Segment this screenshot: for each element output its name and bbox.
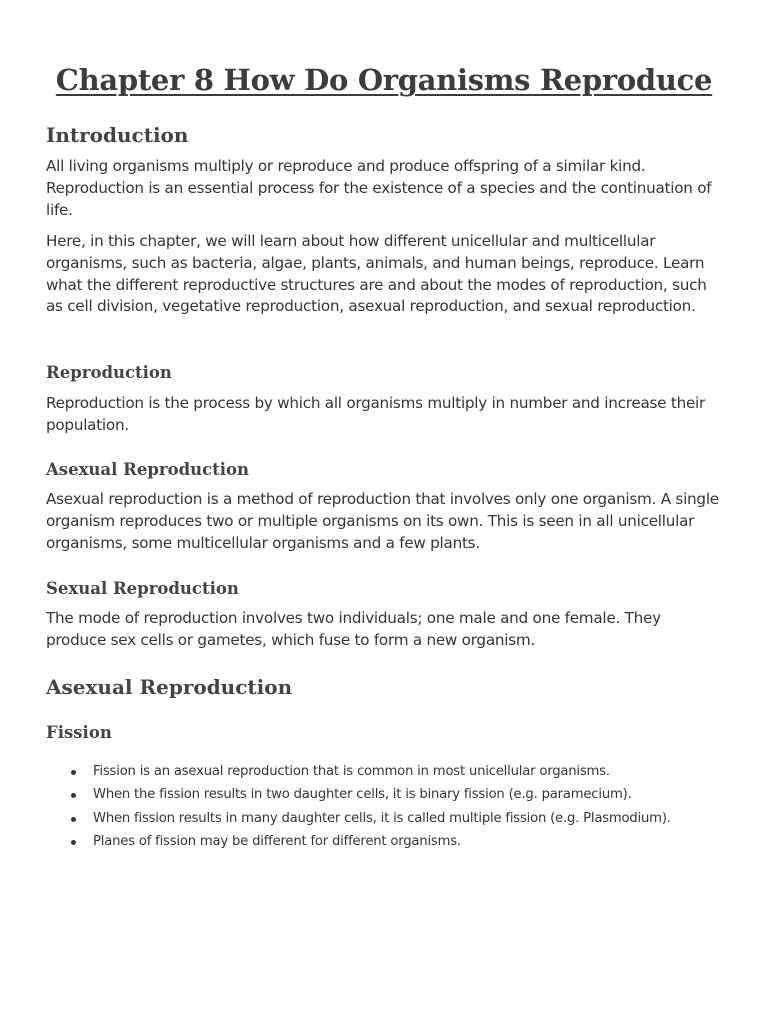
introduction-paragraph-1: All living organisms multiply or reproduce and produce offspring of a similar kind. Reproduction is an essential process for the existence of a species and the continuation of life.	[46, 157, 712, 219]
page-title: Chapter 8 How Do Organisms Reproduce	[55, 63, 713, 97]
list-item-text: When fission results in many daughter cells, it is called multiple fission (e.g. Plasmodium).	[93, 810, 671, 826]
asexual-reproduction-heading: Asexual Reproduction	[46, 675, 293, 699]
list-item-text: Fission is an asexual reproduction that is common in most unicellular organisms.	[93, 764, 610, 779]
fission-bullet-list	[46, 760, 722, 853]
list-item	[46, 830, 722, 853]
list-item	[46, 807, 722, 830]
list-item-text: When the fission results in two daughter cells, it is binary fission (e.g. paramecium).	[93, 787, 632, 803]
asexual-reproduction-paragraph: Asexual reproduction is a method of reproduction that involves only one organism. A single organism reproduces two or multiple organisms on its own. This is seen in all unicellular organisms, some multicellular organisms and a few plants.	[46, 490, 719, 552]
reproduction-heading: Reproduction	[46, 363, 172, 382]
bullet-icon	[71, 817, 76, 822]
list-item	[46, 783, 722, 806]
list-item-text: Planes of fission may be different for different organisms.	[93, 833, 461, 849]
fission-heading: Fission	[46, 723, 112, 742]
bullet-icon	[71, 840, 76, 845]
bullet-icon	[71, 793, 76, 798]
sexual-reproduction-heading: Sexual Reproduction	[46, 579, 239, 598]
reproduction-paragraph: Reproduction is the process by which all organisms multiply in number and increase their population.	[46, 394, 705, 434]
introduction-heading: Introduction	[46, 123, 189, 147]
sexual-reproduction-paragraph: The mode of reproduction involves two individuals; one male and one female. They produce sex cells or gametes, which fuse to form a new organism.	[46, 609, 661, 649]
asexual-reproduction-subheading: Asexual Reproduction	[46, 460, 250, 479]
bullet-icon	[71, 770, 76, 775]
introduction-paragraph-2: Here, in this chapter, we will learn about how different unicellular and multicellular organisms, such as bacteria, algae, plants, animals, and human beings, reproduce. Learn what the different reproductive structures are and about the modes of reproduction, such as cell division, vegetative reproduction, asexual reproduction, and sexual reproduction.	[46, 232, 707, 316]
list-item	[46, 760, 722, 783]
